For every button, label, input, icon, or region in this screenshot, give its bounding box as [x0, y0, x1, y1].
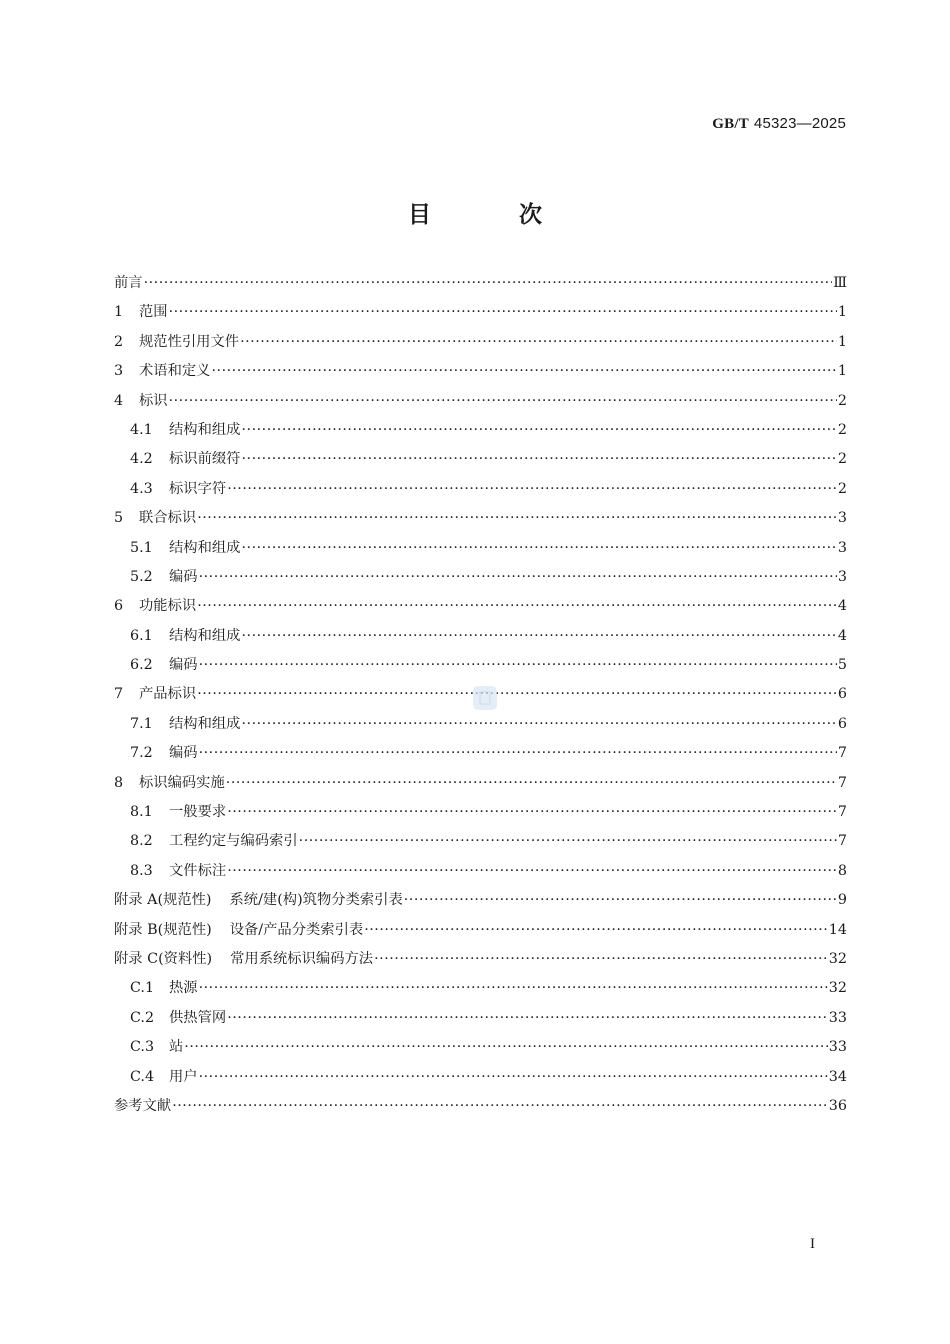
toc-dot-leader — [226, 769, 837, 798]
toc-dot-leader — [241, 416, 836, 445]
toc-entry-number: 附录 B(规范性) — [114, 921, 212, 938]
toc-entry-number: 7.1 — [130, 715, 153, 732]
toc-entry-number: 5.2 — [130, 568, 153, 585]
toc-entry-page: 3 — [837, 539, 847, 556]
toc-entry[interactable] — [114, 592, 847, 621]
toc-entry[interactable] — [114, 651, 847, 680]
toc-dot-leader — [240, 328, 837, 357]
toc-entry-number: 4.2 — [130, 451, 153, 468]
toc-dot-leader — [227, 857, 837, 886]
toc-dot-leader — [199, 739, 837, 768]
toc-entry-page: 32 — [828, 980, 847, 997]
toc-entry-label: 用户 — [169, 1068, 198, 1085]
toc-title: 目 次 — [407, 202, 582, 228]
toc-entry[interactable] — [114, 475, 847, 504]
toc-entry-page: 2 — [837, 451, 847, 468]
toc-entry[interactable] — [114, 945, 847, 974]
toc-entry[interactable] — [114, 916, 847, 945]
toc-entry-label: 术语和定义 — [139, 363, 211, 380]
toc-entry-page: 5 — [837, 657, 847, 674]
toc-entry-label: 结构和组成 — [169, 627, 241, 644]
toc-dot-leader — [241, 445, 836, 474]
toc-entry-label: 功能标识 — [139, 598, 197, 615]
toc-entry-label: 编码 — [169, 568, 198, 585]
toc-entry-number: 5.1 — [130, 539, 153, 556]
toc-entry-number: 4 — [114, 392, 124, 409]
toc-dot-leader — [227, 475, 837, 504]
toc-entry[interactable] — [114, 269, 847, 298]
toc-entry-number: 7.2 — [130, 745, 153, 762]
toc-entry-number: 附录 C(资料性) — [114, 950, 213, 967]
toc-entry-page: 1 — [837, 363, 847, 380]
toc-dot-leader — [199, 563, 837, 592]
toc-entry-page: 2 — [837, 392, 847, 409]
toc-dot-leader — [144, 269, 833, 298]
toc-entry[interactable] — [114, 445, 847, 474]
toc-entry-page: 33 — [828, 1039, 847, 1056]
toc-entry-number: 2 — [114, 333, 124, 350]
toc-dot-leader — [169, 387, 837, 416]
toc-entry-number: 6.1 — [130, 627, 153, 644]
toc-entry-label: 前言 — [114, 275, 143, 291]
toc-entry-label: 范围 — [139, 304, 168, 321]
toc-entry[interactable] — [114, 974, 847, 1003]
toc-entry-label: 参考文献 — [114, 1097, 172, 1114]
toc-entry-page: 7 — [837, 745, 847, 762]
toc-entry-page: 8 — [837, 862, 847, 879]
toc-entry[interactable] — [114, 827, 847, 856]
toc-entry-page: 6 — [837, 686, 847, 703]
toc-entry-page: 34 — [828, 1068, 847, 1085]
toc-entry-label: 站 — [169, 1039, 184, 1056]
toc-entry-number: 3 — [114, 363, 124, 380]
toc-entry-label: 联合标识 — [139, 510, 197, 527]
page-number: I — [810, 1236, 815, 1252]
toc-dot-leader — [169, 298, 837, 327]
toc-entry[interactable] — [114, 298, 847, 327]
toc-entry-label: 编码 — [169, 745, 198, 762]
toc-entry-label: 结构和组成 — [169, 715, 241, 732]
toc-entry-label: 结构和组成 — [169, 539, 241, 556]
toc-entry-label: 常用系统标识编码方法 — [230, 950, 374, 967]
toc-entry-number: 8 — [114, 774, 124, 791]
toc-entry-label: 供热管网 — [169, 1009, 227, 1026]
toc-entry-number: 5 — [114, 510, 124, 527]
toc-entry-label: 标识前缀符 — [169, 451, 241, 468]
toc-dot-leader — [199, 974, 828, 1003]
toc-entry-number: 8.1 — [130, 804, 153, 821]
toc-dot-leader — [299, 827, 837, 856]
watermark-icon — [473, 686, 497, 710]
toc-entry-page: 4 — [837, 627, 847, 644]
toc-entry[interactable] — [114, 769, 847, 798]
toc-entry-label: 设备/产品分类索引表 — [229, 921, 364, 938]
toc-entry-number: 4.1 — [130, 421, 153, 438]
toc-entry[interactable] — [114, 710, 847, 739]
toc-entry[interactable] — [114, 563, 847, 592]
toc-entry-page: 7 — [837, 774, 847, 791]
toc-entry-page: 1 — [837, 304, 847, 321]
toc-entry-page: 4 — [837, 598, 847, 615]
toc-entry-number: 7 — [114, 686, 124, 703]
toc-entry-page: 32 — [828, 950, 847, 967]
toc-entry-page: 14 — [828, 921, 847, 938]
toc-entry-page: 9 — [837, 892, 847, 909]
toc-entry[interactable] — [114, 328, 847, 357]
toc-entry[interactable] — [114, 1004, 847, 1033]
toc-entry-label: 文件标注 — [169, 862, 227, 879]
toc-entry-label: 一般要求 — [169, 804, 227, 821]
toc-entry[interactable] — [114, 1033, 847, 1062]
toc-entry-page: 2 — [837, 421, 847, 438]
toc-entry-number: 1 — [114, 304, 124, 321]
toc-entry[interactable] — [114, 739, 847, 768]
toc-dot-leader — [227, 798, 837, 827]
toc-entry-page: 2 — [837, 480, 847, 497]
toc-entry[interactable] — [114, 622, 847, 651]
standard-number: 45323—2025 — [753, 115, 846, 132]
toc-entry[interactable] — [114, 504, 847, 533]
toc-entry[interactable] — [114, 798, 847, 827]
toc-entry-number: 6 — [114, 598, 124, 615]
toc-entry-label: 热源 — [169, 980, 198, 997]
toc-entry[interactable] — [114, 387, 847, 416]
toc-entry-number: 4.3 — [130, 480, 153, 497]
standard-code — [712, 114, 846, 133]
toc-entry-number: 6.2 — [130, 657, 153, 674]
toc-entry-label: 结构和组成 — [169, 421, 241, 438]
toc-dot-leader — [184, 1033, 828, 1062]
toc-entry-number: C.1 — [130, 980, 155, 997]
toc-entry-label: 标识 — [139, 392, 168, 409]
toc-entry-page: 3 — [837, 568, 847, 585]
toc-dot-leader — [404, 886, 837, 915]
toc-dot-leader — [197, 504, 837, 533]
toc-entry-label: 工程约定与编码索引 — [169, 833, 298, 850]
toc-entry-page: 7 — [837, 804, 847, 821]
toc-dot-leader — [197, 680, 837, 709]
toc-entry[interactable] — [114, 1063, 847, 1092]
toc-dot-leader — [241, 710, 836, 739]
toc-entry[interactable] — [114, 1092, 847, 1121]
toc-entry-number: C.3 — [130, 1039, 155, 1056]
toc-entry-number: C.4 — [130, 1068, 155, 1085]
toc-entry-page: 33 — [828, 1009, 847, 1026]
toc-entry[interactable] — [114, 886, 847, 915]
toc-entry[interactable] — [114, 357, 847, 386]
toc-entry-number: C.2 — [130, 1009, 155, 1026]
toc-dot-leader — [197, 592, 837, 621]
toc-dot-leader — [374, 945, 828, 974]
toc-entry-page: 36 — [828, 1097, 847, 1114]
toc-entry[interactable] — [114, 857, 847, 886]
toc-dot-leader — [241, 622, 836, 651]
toc-dot-leader — [172, 1092, 828, 1121]
standard-prefix: GB/T — [712, 116, 749, 132]
toc-dot-leader — [199, 651, 837, 680]
toc-entry[interactable] — [114, 416, 847, 445]
toc-entry-label: 规范性引用文件 — [139, 333, 240, 350]
toc-entry[interactable] — [114, 534, 847, 563]
toc-dot-leader — [211, 357, 836, 386]
toc-entry-label: 标识编码实施 — [139, 774, 225, 791]
toc-entry-page: 6 — [837, 715, 847, 732]
toc-entry-page: Ⅲ — [833, 275, 847, 291]
toc-entry-label: 产品标识 — [139, 686, 197, 703]
toc-entry-number: 8.2 — [130, 833, 153, 850]
toc-dot-leader — [227, 1004, 828, 1033]
toc-entry-number: 8.3 — [130, 862, 153, 879]
toc-entry-page: 1 — [837, 333, 847, 350]
toc-entry-label: 编码 — [169, 657, 198, 674]
toc-entry-number: 附录 A(规范性) — [114, 892, 212, 909]
toc-dot-leader — [241, 534, 836, 563]
toc-entry-label: 标识字符 — [169, 480, 227, 497]
toc-entry-page: 3 — [837, 510, 847, 527]
toc-dot-leader — [364, 916, 828, 945]
toc-entry-page: 7 — [837, 833, 847, 850]
toc-entry-label: 系统/建(构)筑物分类索引表 — [229, 892, 403, 909]
toc-dot-leader — [199, 1063, 828, 1092]
